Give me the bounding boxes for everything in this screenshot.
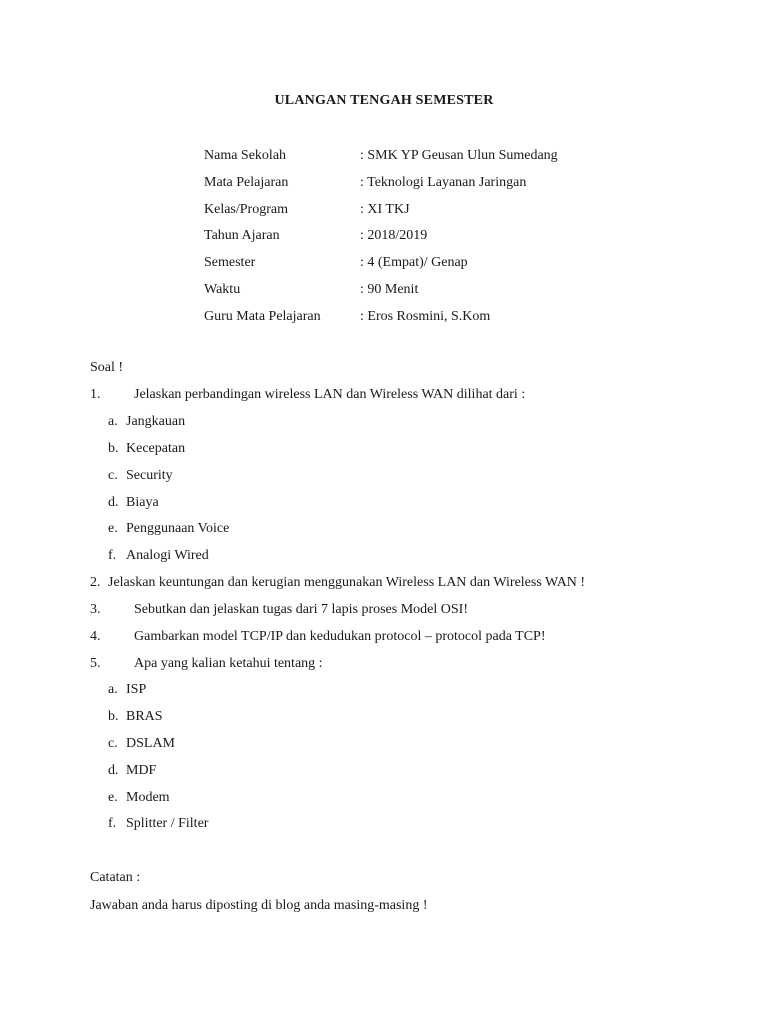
note-label: Catatan : <box>90 870 141 885</box>
item-marker: c. <box>108 736 118 751</box>
item-text: Kecepatan <box>126 441 186 456</box>
page-title: ULANGAN TENGAH SEMESTER <box>274 93 494 108</box>
info-value: : SMK YP Geusan Ulun Sumedang <box>360 148 558 163</box>
info-value: : 4 (Empat)/ Genap <box>360 255 468 270</box>
info-value: : Teknologi Layanan Jaringan <box>360 175 527 190</box>
item-text: Biaya <box>126 495 159 510</box>
info-value: : XI TKJ <box>360 202 410 217</box>
item-text: ISP <box>126 682 147 697</box>
item-marker: f. <box>108 816 117 831</box>
question-text: Sebutkan dan jelaskan tugas dari 7 lapis proses Model OSI! <box>134 602 468 617</box>
question-text: Jelaskan perbandingan wireless LAN dan Wireless WAN dilihat dari : <box>134 387 526 402</box>
item-text: Modem <box>126 790 170 805</box>
info-label: Mata Pelajaran <box>204 175 289 190</box>
question-text: Apa yang kalian ketahui tentang : <box>134 656 323 671</box>
info-label: Tahun Ajaran <box>204 228 280 243</box>
item-marker: d. <box>108 763 119 778</box>
info-value: : Eros Rosmini, S.Kom <box>360 309 491 324</box>
question-text: Gambarkan model TCP/IP dan kedudukan protocol – protocol pada TCP! <box>134 629 546 644</box>
question-number: 5. <box>90 656 101 671</box>
item-marker: e. <box>108 521 118 536</box>
item-text: Penggunaan Voice <box>126 521 230 536</box>
item-text: BRAS <box>126 709 163 724</box>
item-marker: a. <box>108 682 118 697</box>
item-marker: b. <box>108 709 119 724</box>
item-text: Jangkauan <box>126 414 186 429</box>
item-marker: c. <box>108 468 118 483</box>
info-label: Nama Sekolah <box>204 148 287 163</box>
question-number: 2. <box>90 575 101 590</box>
info-label: Kelas/Program <box>204 202 288 217</box>
item-marker: b. <box>108 441 119 456</box>
item-marker: f. <box>108 548 117 563</box>
question-number: 3. <box>90 602 101 617</box>
soal-heading: Soal ! <box>90 360 124 375</box>
item-text: Splitter / Filter <box>126 816 209 831</box>
item-marker: e. <box>108 790 118 805</box>
note-text: Jawaban anda harus diposting di blog anda masing-masing ! <box>90 898 428 913</box>
info-label: Waktu <box>204 282 241 297</box>
item-text: MDF <box>126 763 157 778</box>
item-marker: a. <box>108 414 118 429</box>
info-value: : 90 Menit <box>360 282 419 297</box>
question-text: Jelaskan keuntungan dan kerugian menggunakan Wireless LAN dan Wireless WAN ! <box>108 575 586 590</box>
question-number: 1. <box>90 387 101 402</box>
item-marker: d. <box>108 495 119 510</box>
question-number: 4. <box>90 629 101 644</box>
item-text: Analogi Wired <box>126 548 209 563</box>
info-label: Guru Mata Pelajaran <box>204 309 321 324</box>
info-value: : 2018/2019 <box>360 228 428 243</box>
info-label: Semester <box>204 255 256 270</box>
item-text: DSLAM <box>126 736 176 751</box>
item-text: Security <box>126 468 173 483</box>
